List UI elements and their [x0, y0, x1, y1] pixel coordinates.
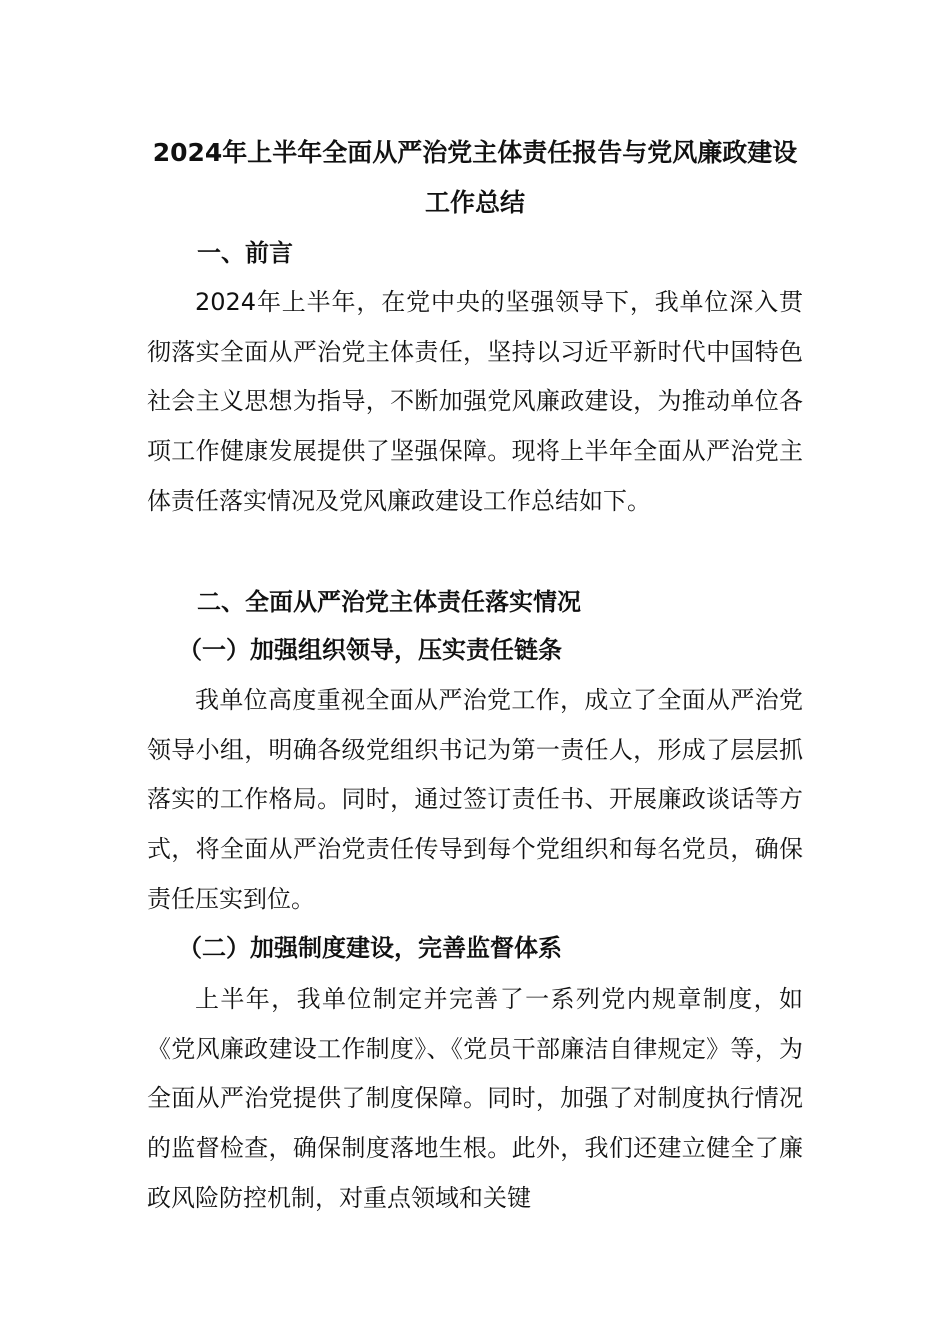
section-heading-implementation: 二、全面从严治党主体责任落实情况 [197, 588, 581, 616]
document-title-line-2: 工作总结 [424, 188, 525, 217]
paragraph-preface: 2024年上半年，在党中央的坚强领导下，我单位深入贯彻落实全面从严治党主体责任，坚持以习近平新时代中国特色社会主义思想为指导，不断加强党风廉政建设，为推动单位各项工作健康发展提供了坚强保障。现将上半年全面从严治党主体责任落实情况及党风廉政建设工作总结如下。 [147, 288, 803, 515]
subsection-heading-organization: （一）加强组织领导，压实责任链条 [178, 636, 562, 664]
section-heading-preface: 一、前言 [197, 239, 293, 267]
subsection-heading-system: （二）加强制度建设，完善监督体系 [178, 934, 562, 962]
document-title-line-1: 2024年上半年全面从严治党主体责任报告与党风廉政建设 [152, 138, 798, 167]
paragraph-organization: 我单位高度重视全面从严治党工作，成立了全面从严治党领导小组，明确各级党组织书记为第一责任人，形成了层层抓落实的工作格局。同时，通过签订责任书、开展廉政谈话等方式，将全面从严治党责任传导到每个党组织和每名党员，确保责任压实到位。 [147, 686, 803, 913]
paragraph-system: 上半年，我单位制定并完善了一系列党内规章制度，如《党风廉政建设工作制度》、《党员干部廉洁自律规定》等，为全面从严治党提供了制度保障。同时，加强了对制度执行情况的监督检查，确保制度落地生根。此外，我们还建立健全了廉政风险防控机制，对重点领域和关键 [147, 985, 803, 1212]
